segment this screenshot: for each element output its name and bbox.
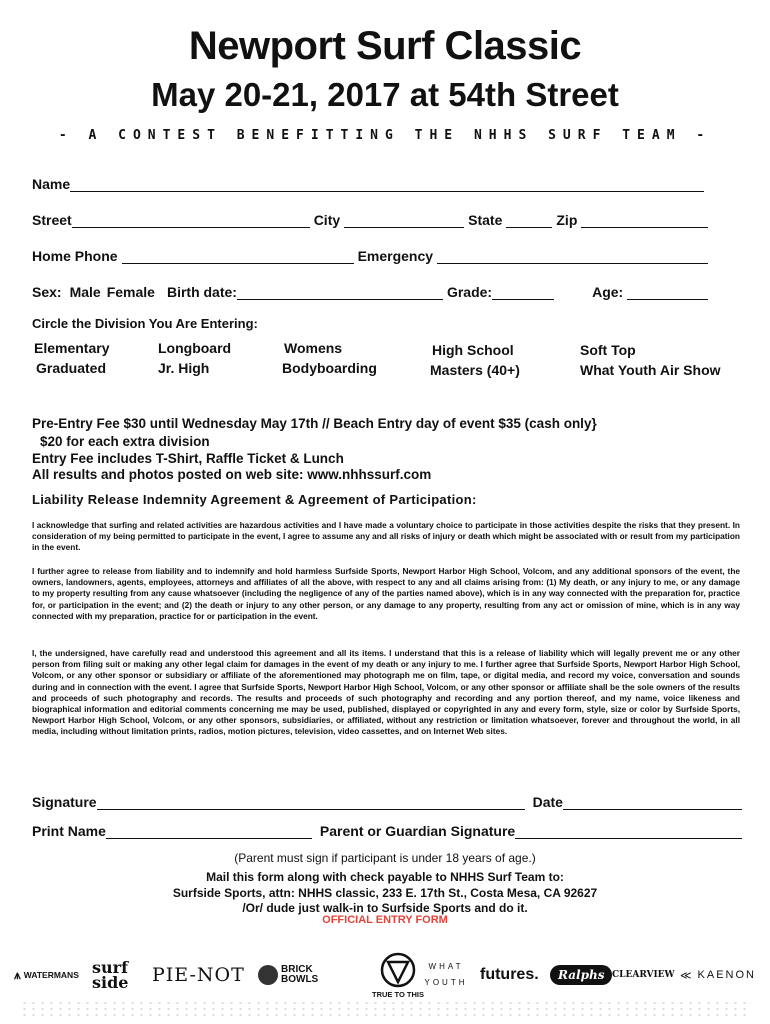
signature-label: Signature bbox=[32, 794, 97, 810]
surfside-logo bbox=[92, 950, 148, 1000]
sponsor-logos bbox=[12, 950, 758, 1000]
clearview-logo bbox=[612, 950, 680, 1000]
mail-line-1: Mail this form along with check payable to NHHS Surf Team to: bbox=[206, 870, 564, 884]
date-label: Date bbox=[532, 794, 563, 810]
division-womens[interactable]: Womens bbox=[284, 340, 343, 356]
watermans-text: WATERMANS bbox=[23, 970, 79, 980]
zip-label: Zip bbox=[556, 212, 578, 228]
city-field[interactable] bbox=[344, 213, 464, 228]
home-phone-label: Home Phone bbox=[32, 248, 118, 264]
division-jr-high[interactable]: Jr. High bbox=[158, 360, 210, 376]
street-field[interactable] bbox=[72, 213, 310, 228]
age-label: Age: bbox=[592, 284, 624, 300]
futures-text: futures. bbox=[480, 966, 539, 983]
division-soft-top[interactable]: Soft Top bbox=[580, 342, 636, 358]
city-label: City bbox=[313, 212, 341, 228]
personal-row bbox=[32, 284, 708, 300]
phone-row bbox=[32, 248, 708, 264]
division-longboard[interactable]: Longboard bbox=[158, 340, 232, 356]
release-title: Liability Release Indemnity Agreement & Agreement of Participation: bbox=[32, 492, 477, 507]
emergency-field[interactable] bbox=[437, 249, 708, 264]
mail-line-2: Surfside Sports, attn: NHHS classic, 233 E. 17th St., Costa Mesa, CA 92627 bbox=[172, 886, 598, 900]
kaenon-text: KAENON bbox=[697, 969, 756, 981]
home-phone-field[interactable] bbox=[122, 249, 354, 264]
event-date: May 20-21, 2017 at 54th Street bbox=[151, 76, 619, 113]
sex-label: Sex: bbox=[32, 284, 62, 300]
print-name-field[interactable] bbox=[106, 824, 312, 839]
event-title: Newport Surf Classic bbox=[188, 24, 582, 68]
division-elementary[interactable]: Elementary bbox=[34, 340, 110, 356]
release-paragraph-3: I, the undersigned, have carefully read and understood this agreement and all its items. I understand that this is a release of liability which will legally prevent me or any other person from filing suit or making any other legal claim for damages in the event of my death or any injury to me. I further agree that Surfside Sports, Newport Harbor High School, Volcom, or any other sponsor or subsidiary or affiliate of the aforementioned may photograph me on film, tape, or digital media, and record my voice, conversation and sounds during and in connection with the event. I agree that Surfside Sports, Newport Harbor High School, Volcom, or any other sponsor or affiliate shall be the sole owners of the results and proceeds of such photography and records. The results and proceeds of such photography and recording and any portion thereof, and my name, voice likeness and biographical information and editorial comments concerning me may be used, published, displayed or copyrighted in any and every form, style, size or color by Surfside Sports, Newport Harbor High School, Volcom, or any other sponsors, subsidiaries, or affiliated, without any restriction or limitation whatsoever, forever and throughout the world, in all media, including without limitation prints, radios, motion pictures, television, video cassettes, and on Internet Web sites. bbox=[32, 648, 740, 737]
event-tagline: - A CONTEST BENEFITTING THE NHHS SURF TEAM - bbox=[58, 128, 712, 143]
division-masters[interactable]: Masters (40+) bbox=[430, 362, 520, 378]
division-air-show[interactable]: What Youth Air Show bbox=[580, 362, 721, 378]
fee-line-4: All results and photos posted on web site: www.nhhssurf.com bbox=[32, 467, 432, 482]
state-label: State bbox=[468, 212, 503, 228]
what-youth-text: WHAT YOUTH bbox=[424, 962, 468, 987]
guardian-note: (Parent must sign if participant is under 18 years of age.) bbox=[234, 851, 536, 865]
division-heading: Circle the Division You Are Entering: bbox=[32, 316, 258, 331]
pie-not-logo bbox=[152, 950, 252, 1000]
guardian-signature-label: Parent or Guardian Signature bbox=[319, 823, 516, 839]
official-entry-form-label: OFFICIAL ENTRY FORM bbox=[322, 914, 448, 926]
futures-logo bbox=[480, 950, 546, 1000]
release-paragraph-1: I acknowledge that surfing and related activities are hazardous activities and I have made a voluntary choice to participate in those activities despite the risks that they present. In consideration of my being permitted to participate in the event, I agree to assume any and all risks of injury or death which might be associated with or result from my participation in the event. bbox=[32, 520, 740, 553]
surfside-text: surf side bbox=[92, 958, 129, 992]
what-youth-logo bbox=[424, 950, 476, 1000]
birth-date-label: Birth date: bbox=[166, 284, 237, 300]
state-field[interactable] bbox=[506, 213, 552, 228]
print-name-label: Print Name bbox=[32, 823, 106, 839]
clearview-text: CLEARVIEW bbox=[612, 970, 675, 980]
watermans-logo bbox=[14, 950, 86, 1000]
fee-line-1: Pre-Entry Fee $30 until Wednesday May 17th // Beach Entry day of event $35 (cash only} bbox=[32, 416, 597, 431]
grade-field[interactable] bbox=[492, 285, 554, 300]
ralphs-text: Ralphs bbox=[550, 965, 612, 985]
street-label: Street bbox=[32, 212, 72, 228]
name-label: Name bbox=[32, 176, 71, 192]
division-options bbox=[32, 340, 732, 380]
zip-field[interactable] bbox=[581, 213, 708, 228]
brick-bowls-text: BRICK BOWLS bbox=[281, 964, 319, 985]
signature-field[interactable] bbox=[97, 795, 525, 810]
signature-row bbox=[32, 794, 742, 810]
ralphs-logo bbox=[550, 950, 608, 1000]
kaenon-mark-icon: ≪ bbox=[680, 969, 694, 982]
name-field[interactable] bbox=[70, 177, 704, 192]
division-bodyboarding[interactable]: Bodyboarding bbox=[282, 360, 377, 376]
emergency-label: Emergency bbox=[357, 248, 434, 264]
age-field[interactable] bbox=[627, 285, 708, 300]
sex-option-female[interactable]: Female bbox=[106, 284, 155, 300]
address-row bbox=[32, 212, 708, 228]
date-field[interactable] bbox=[563, 795, 742, 810]
trident-icon: ⩚ bbox=[14, 967, 21, 982]
birth-date-field[interactable] bbox=[237, 285, 443, 300]
release-paragraph-2: I further agree to release from liability and to indemnify and hold harmless Surfside Sports, Newport Harbor High School, Volcom, and any additional sponsors of the event, the owners, landowners, agents, employees, attorneys and affiliates of all the above, with respect to any and all claims arising from: (1) My death, or any injury to me, or any damage to my property resulting from any cause whatsoever (including the negligence of any of the parties named above), which is in any way connected with the preparation for, practice for, or participation in the event; and (2) the death or injury to any other person, or any damage to any property, resulting from any act or omission of mine, which is in any way connected with my preparation, practice for or participation in the event. bbox=[32, 566, 740, 621]
brick-bowls-logo bbox=[258, 950, 332, 1000]
mail-line-3: /Or/ dude just walk-in to Surfside Sports and do it. bbox=[242, 901, 528, 915]
pie-not-text: PIE-NOT bbox=[152, 964, 245, 986]
sex-option-male[interactable]: Male bbox=[69, 284, 101, 300]
division-high-school[interactable]: High School bbox=[432, 342, 514, 358]
print-name-row bbox=[32, 823, 742, 839]
bowl-icon bbox=[258, 965, 278, 985]
volcom-stone-icon bbox=[380, 952, 416, 988]
fee-line-3: Entry Fee includes T-Shirt, Raffle Ticket & Lunch bbox=[32, 451, 344, 466]
division-graduated[interactable]: Graduated bbox=[36, 360, 107, 376]
fee-line-2: $20 for each extra division bbox=[40, 434, 210, 449]
kaenon-logo bbox=[680, 950, 760, 1000]
grade-label: Grade: bbox=[446, 284, 493, 300]
true-to-this-text: TRUE TO THIS bbox=[372, 989, 424, 999]
name-row bbox=[32, 176, 708, 192]
guardian-signature-field[interactable] bbox=[515, 824, 742, 839]
decorative-dot-strip bbox=[20, 1000, 750, 1018]
